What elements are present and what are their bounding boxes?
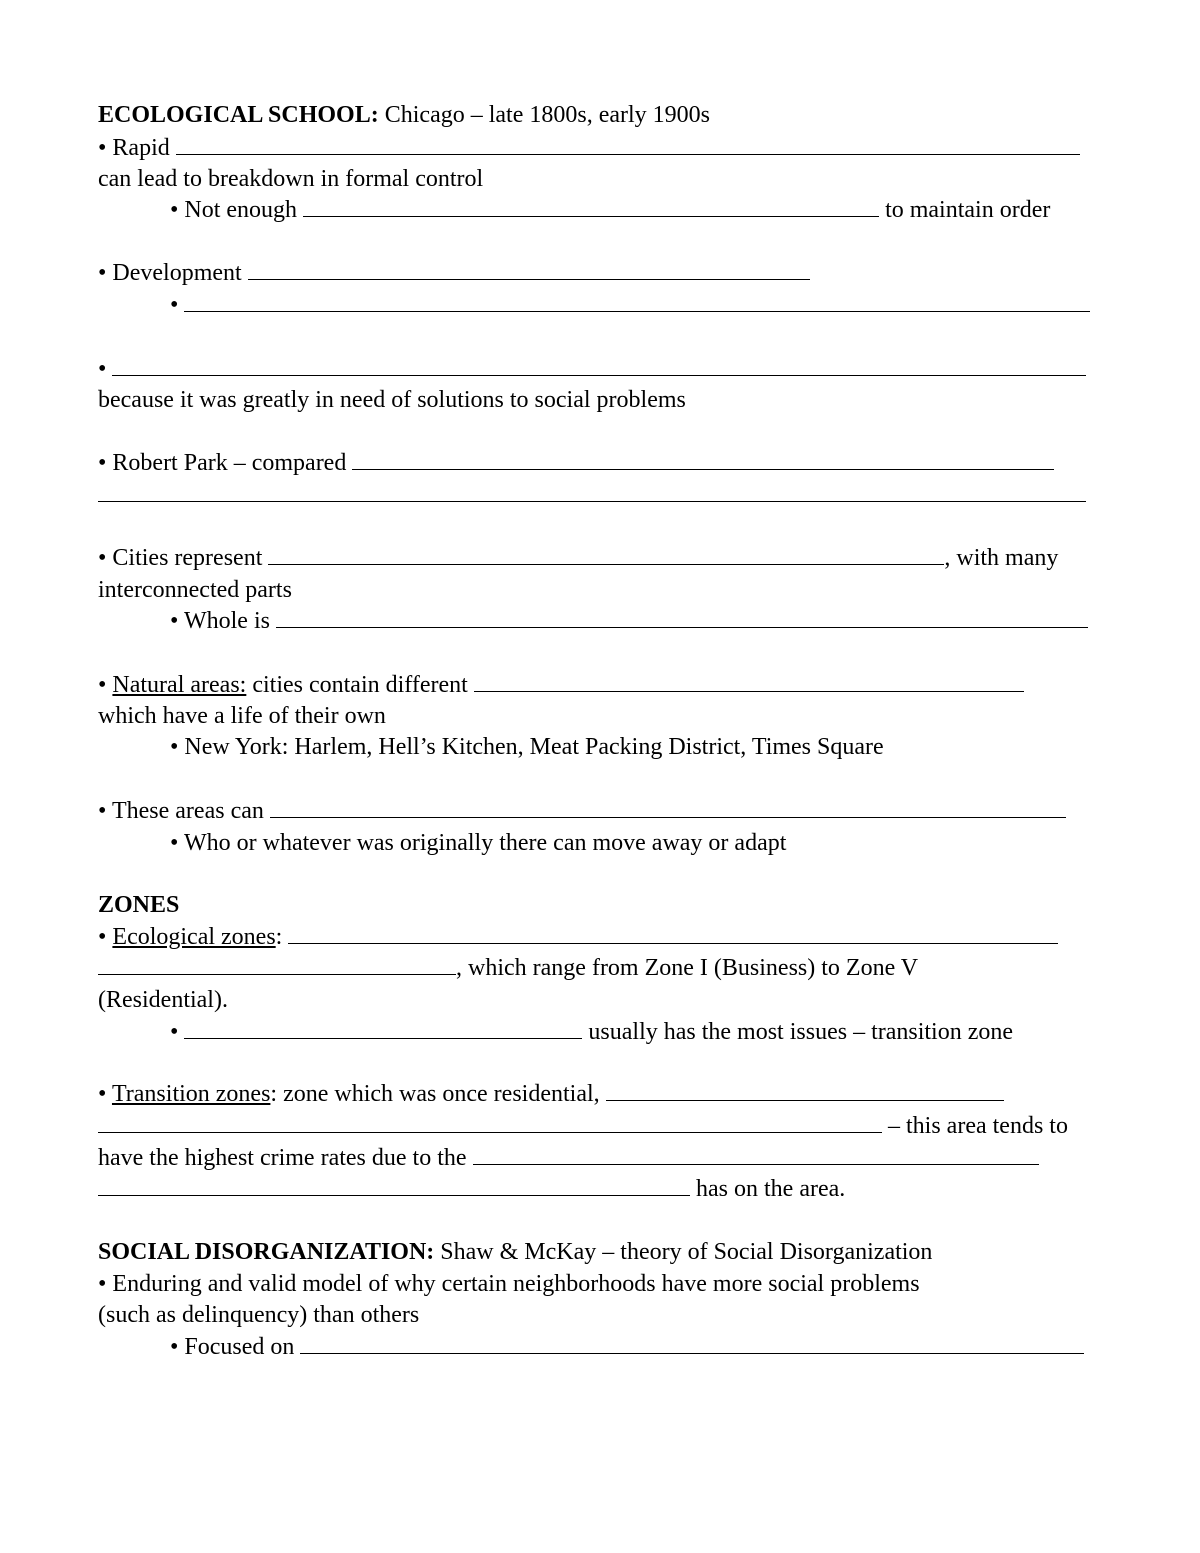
blank-rapid[interactable] <box>176 134 1080 155</box>
eco-heading: ECOLOGICAL SCHOOL: <box>98 102 379 128</box>
blank-highest[interactable] <box>473 1144 1039 1165</box>
blank-park-cont[interactable] <box>98 481 1086 502</box>
blank-chicago[interactable] <box>112 355 1086 376</box>
cities-text: • Cities represent <box>98 545 269 571</box>
natural-line <box>98 670 1024 700</box>
has-on-line <box>98 1174 845 1204</box>
range-line <box>98 953 918 983</box>
trans-label: Transition zones <box>111 1081 271 1107</box>
highest-text: have the highest crime rates due to the <box>98 1145 473 1171</box>
trans-bullet: • <box>98 1081 112 1107</box>
blank-usually[interactable] <box>184 1018 582 1039</box>
social-heading-line <box>98 1237 932 1267</box>
natural-text: cities contain different <box>246 672 474 698</box>
blank-park[interactable] <box>352 449 1054 470</box>
interconnected-text: interconnected parts <box>98 577 292 603</box>
development-line <box>98 258 810 288</box>
park-text: • Robert Park – compared <box>98 450 353 476</box>
blank-transition[interactable] <box>606 1080 1004 1101</box>
blank-focused[interactable] <box>300 1333 1084 1354</box>
blank-range[interactable] <box>98 954 456 975</box>
eco-heading-line <box>98 100 710 130</box>
trans-text: : zone which was once residential, <box>270 1081 606 1107</box>
cities-line <box>98 543 1058 573</box>
because-text: because it was greatly in need of solutions to social problems <box>98 387 686 413</box>
eco-subtitle: Chicago – late 1800s, early 1900s <box>378 102 710 128</box>
residential-text: (Residential). <box>98 987 228 1013</box>
park-cont-line <box>98 480 1086 510</box>
blank-whole[interactable] <box>276 607 1088 628</box>
these-text: • These areas can <box>98 798 270 824</box>
blank-cities[interactable] <box>268 544 944 565</box>
eco-zones-label: Ecological zones <box>112 924 276 950</box>
natural-label: Natural areas: <box>112 672 247 698</box>
bullet: • <box>170 1019 185 1045</box>
bullet-line <box>98 354 1086 384</box>
with-many-text: , with many <box>944 545 1059 571</box>
dev-sub-line <box>170 290 1090 320</box>
whole-text: • Whole is <box>170 608 276 634</box>
blank-this-area[interactable] <box>98 1112 882 1133</box>
life-text: which have a life of their own <box>98 703 386 729</box>
eco-zones-line <box>98 922 1058 952</box>
such-text: (such as delinquency) than others <box>98 1302 420 1328</box>
blank-natural[interactable] <box>474 671 1024 692</box>
highest-line <box>98 1143 1039 1173</box>
development-text: • Development <box>98 260 248 286</box>
eco-zones-bullet: • <box>98 924 113 950</box>
has-on-text: has on the area. <box>690 1176 846 1202</box>
who-text: • Who or whatever was originally there can move away or adapt <box>170 830 787 856</box>
zones-heading: ZONES <box>98 892 180 918</box>
social-heading: SOCIAL DISORGANIZATION: <box>98 1239 435 1265</box>
social-subtitle: Shaw & McKay – theory of Social Disorganization <box>434 1239 933 1265</box>
ny-text: • New York: Harlem, Hell’s Kitchen, Meat Packing District, Times Square <box>170 734 884 760</box>
this-area-line <box>98 1111 1068 1141</box>
park-line <box>98 448 1054 478</box>
not-enough-line <box>170 195 1050 225</box>
enduring-text: • Enduring and valid model of why certain neighborhoods have more social problems <box>98 1271 920 1297</box>
transition-line <box>98 1079 1004 1109</box>
these-line <box>98 796 1066 826</box>
blank-has-on[interactable] <box>98 1175 690 1196</box>
blank-dev-sub[interactable] <box>184 291 1090 312</box>
focused-text: • Focused on <box>170 1334 301 1360</box>
rapid-text: • Rapid <box>98 135 176 161</box>
bullet: • <box>98 356 113 382</box>
maintain-text: to maintain order <box>879 197 1051 223</box>
not-enough-text: • Not enough <box>170 197 304 223</box>
usually-text: usually has the most issues – transition zone <box>582 1019 1014 1045</box>
natural-bullet: • <box>98 672 113 698</box>
bullet: • <box>170 292 185 318</box>
focused-line <box>170 1332 1084 1362</box>
blank-these[interactable] <box>270 797 1066 818</box>
this-area-text: – this area tends to <box>882 1113 1068 1139</box>
range-text: , which range from Zone I (Business) to Zone V <box>456 955 919 981</box>
blank-eco-zones[interactable] <box>288 923 1058 944</box>
usually-line <box>170 1017 1013 1047</box>
rapid-line <box>98 133 1080 163</box>
blank-development[interactable] <box>248 259 810 280</box>
eco-zones-colon: : <box>275 924 289 950</box>
whole-line <box>170 606 1088 636</box>
blank-not-enough[interactable] <box>303 196 879 217</box>
rapid-cont: can lead to breakdown in formal control <box>98 166 484 192</box>
